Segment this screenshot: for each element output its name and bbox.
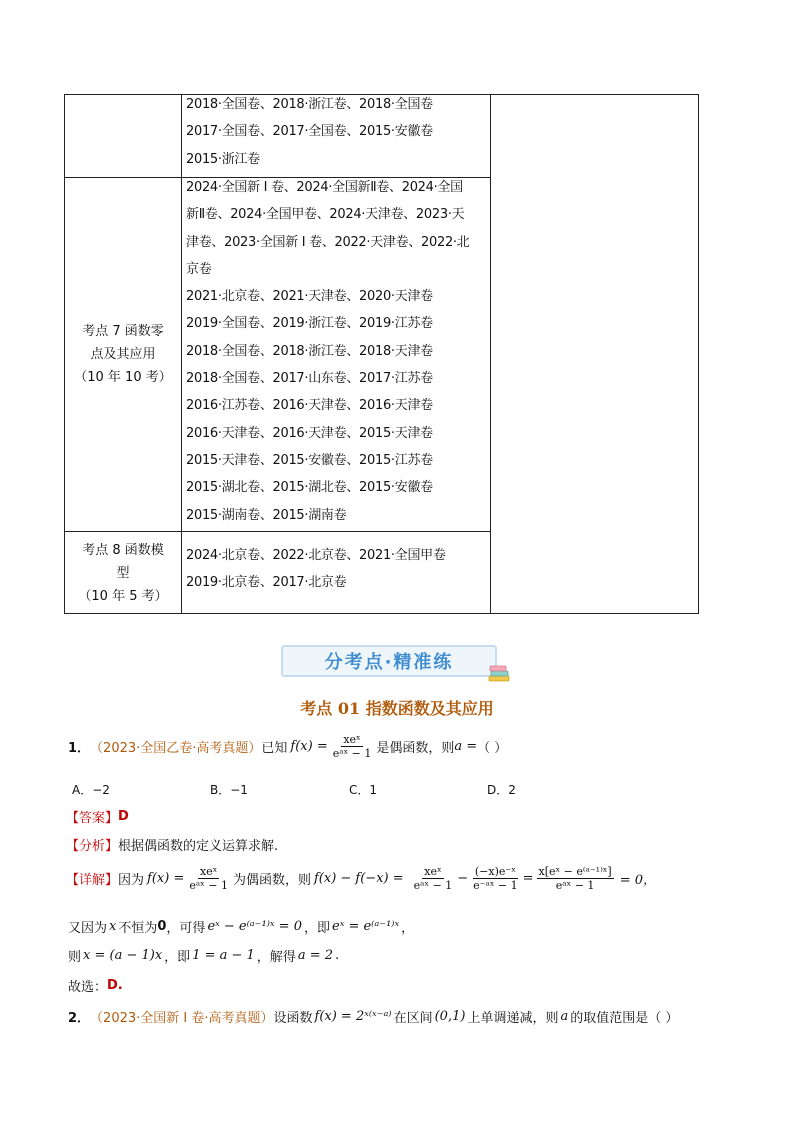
table-divider bbox=[490, 95, 491, 613]
source-line: 新Ⅱ卷、2024·全国甲卷、2024·天津卷、2023·天 bbox=[186, 207, 465, 223]
banner-text: 分考点·精准练 bbox=[324, 652, 454, 673]
source-line: 京卷 bbox=[186, 261, 212, 277]
book-stack-icon bbox=[488, 665, 510, 683]
math-expression: f(x) = 2ˣ⁽ˣ⁻ᵃ⁾ bbox=[314, 1009, 392, 1024]
stem-text: 设函数 bbox=[273, 1011, 313, 1026]
source-line: 2016·天津卷、2016·天津卷、2015·天津卷 bbox=[186, 425, 433, 441]
fraction-denominator: e⁻ᵃˣ − 1 bbox=[473, 879, 518, 892]
exam-distribution-table bbox=[64, 94, 699, 614]
stem-text: 上单调递减，则 bbox=[467, 1011, 559, 1026]
fraction-numerator: (−x)e⁻ˣ bbox=[474, 865, 516, 878]
math-expression: a = bbox=[454, 739, 478, 754]
table-cell-sources bbox=[186, 174, 486, 529]
detail-text: ， bbox=[401, 921, 415, 936]
detail-line-2 bbox=[68, 917, 414, 936]
detail-text: . bbox=[335, 948, 340, 963]
source-line: 2015·浙江卷 bbox=[186, 151, 260, 167]
option-c: C．1 bbox=[349, 783, 378, 797]
fraction bbox=[412, 865, 455, 892]
analysis-tag: 【分析】 bbox=[66, 839, 119, 854]
source-line: 2024·全国新 I 卷、2024·全国新Ⅱ卷、2024·全国 bbox=[186, 180, 463, 195]
detail-text: ，即 bbox=[164, 950, 191, 965]
answer-tag: 【答案】 bbox=[66, 811, 119, 826]
math-operator: − bbox=[457, 871, 469, 886]
detail-text: 因为 bbox=[118, 873, 145, 888]
table-cell-sources bbox=[186, 542, 486, 597]
choose-line bbox=[68, 976, 123, 995]
choose-answer: D. bbox=[107, 978, 123, 993]
topic-label: 型 bbox=[116, 565, 130, 581]
math-expression: eˣ = e⁽ᵃ⁻¹⁾ˣ bbox=[332, 919, 400, 934]
table-divider bbox=[181, 95, 182, 613]
math-expression: a bbox=[560, 1009, 569, 1024]
answer-value: D bbox=[118, 809, 129, 824]
table-cell-sources bbox=[186, 91, 486, 173]
question-source: （2023·全国新 I 卷·高考真题） bbox=[90, 1011, 274, 1026]
fraction-numerator: xeˣ bbox=[343, 733, 361, 746]
fraction bbox=[187, 865, 230, 892]
math-expression: f(x) − f(−x) = bbox=[313, 871, 404, 886]
source-line: 2015·湖南卷、2015·湖南卷 bbox=[186, 507, 347, 523]
math-expression: x = (a − 1)x bbox=[83, 948, 163, 963]
source-line: 2017·全国卷、2017·全国卷、2015·安徽卷 bbox=[186, 124, 433, 140]
math-expression: x bbox=[109, 919, 117, 934]
source-line: 2018·全国卷、2018·浙江卷、2018·全国卷 bbox=[186, 97, 433, 112]
math-expression: 1 = a − 1 bbox=[192, 948, 255, 963]
fraction-numerator: x[eˣ − e⁽ᵃ⁻¹⁾ˣ] bbox=[538, 865, 612, 878]
math-expression: a = 2 bbox=[297, 948, 333, 963]
topic-label: 考点 8 函数模 bbox=[82, 542, 164, 558]
section-title: 考点 01 指数函数及其应用 bbox=[300, 699, 494, 718]
answer-blank: （ ） bbox=[477, 741, 508, 756]
detail-text: 又因为 bbox=[68, 921, 108, 936]
topic-label: 考点 7 函数零 bbox=[82, 323, 164, 339]
table-cell-topic bbox=[65, 177, 181, 531]
source-line: 2018·全国卷、2018·浙江卷、2018·天津卷 bbox=[186, 343, 433, 359]
source-line: 2021·北京卷、2021·天津卷、2020·天津卷 bbox=[186, 289, 433, 305]
fraction-denominator: eᵃˣ − 1 bbox=[332, 747, 372, 760]
table-cell-topic bbox=[65, 531, 181, 615]
answer-line bbox=[66, 807, 129, 826]
fraction-denominator: eᵃˣ − 1 bbox=[555, 879, 595, 892]
detail-text: 则 bbox=[68, 950, 82, 965]
math-expression: = 0， bbox=[619, 873, 657, 888]
fraction bbox=[331, 733, 374, 760]
fraction-denominator: eᵃˣ − 1 bbox=[413, 879, 453, 892]
source-line: 2019·全国卷、2019·浙江卷、2019·江苏卷 bbox=[186, 316, 433, 332]
detail-line-3 bbox=[68, 946, 339, 965]
source-line: 2018·全国卷、2017·山东卷、2017·江苏卷 bbox=[186, 371, 433, 387]
question-number: 2． bbox=[68, 1011, 91, 1026]
stem-text: 在区间 bbox=[393, 1011, 433, 1026]
fraction-numerator: xeˣ bbox=[199, 865, 218, 878]
question-1-stem bbox=[68, 733, 507, 760]
question-source: （2023·全国乙卷·高考真题） bbox=[90, 741, 262, 756]
fraction bbox=[471, 865, 519, 892]
topic-count: （10 年 10 考） bbox=[74, 369, 172, 385]
detail-text: ，可得 bbox=[166, 921, 206, 936]
detail-tag: 【详解】 bbox=[66, 873, 119, 888]
topic-label: 点及其应用 bbox=[90, 346, 156, 362]
source-line: 2015·湖北卷、2015·湖北卷、2015·安徽卷 bbox=[186, 480, 433, 496]
option-a: A．−2 bbox=[72, 783, 110, 797]
fraction-denominator: eᵃˣ − 1 bbox=[189, 879, 228, 892]
detail-text: 不恒为 bbox=[118, 921, 158, 936]
question-2-stem bbox=[68, 1007, 678, 1026]
choose-text: 故选： bbox=[68, 980, 108, 995]
fraction-numerator: xeˣ bbox=[424, 865, 442, 878]
detail-text: ，即 bbox=[303, 921, 330, 936]
math-operator: = bbox=[522, 871, 534, 886]
math-expression: eˣ − e⁽ᵃ⁻¹⁾ˣ = 0 bbox=[207, 919, 302, 934]
stem-text: 的取值范围是（ ） bbox=[570, 1011, 679, 1026]
option-b: B．−1 bbox=[210, 783, 248, 797]
math-expression: (0,1) bbox=[434, 1009, 466, 1024]
detail-text: 为偶函数，则 bbox=[232, 873, 311, 888]
analysis-line bbox=[66, 835, 278, 854]
stem-text: 是偶函数，则 bbox=[376, 741, 455, 756]
stem-text: 已知 bbox=[261, 741, 288, 756]
source-line: 2015·天津卷、2015·安徽卷、2015·江苏卷 bbox=[186, 452, 433, 468]
source-line: 2024·北京卷、2022·北京卷、2021·全国甲卷 bbox=[186, 548, 446, 563]
option-d: D．2 bbox=[487, 783, 516, 797]
question-number: 1． bbox=[68, 741, 91, 756]
math-expression: f(x) = bbox=[147, 871, 185, 886]
source-line: 2019·北京卷、2017·北京卷 bbox=[186, 575, 347, 591]
source-line: 2016·江苏卷、2016·天津卷、2016·天津卷 bbox=[186, 398, 433, 414]
topic-count: （10 年 5 考） bbox=[78, 588, 168, 604]
source-line: 津卷、2023·全国新 I 卷、2022·天津卷、2022·北 bbox=[186, 234, 470, 250]
detail-text: ，解得 bbox=[256, 950, 296, 965]
detail-text: 0 bbox=[157, 919, 167, 934]
fraction bbox=[537, 865, 614, 892]
math-expression: f(x) = bbox=[290, 739, 328, 754]
detail-line-1 bbox=[66, 865, 656, 892]
section-banner bbox=[281, 645, 497, 677]
analysis-text: 根据偶函数的定义运算求解. bbox=[118, 839, 279, 854]
